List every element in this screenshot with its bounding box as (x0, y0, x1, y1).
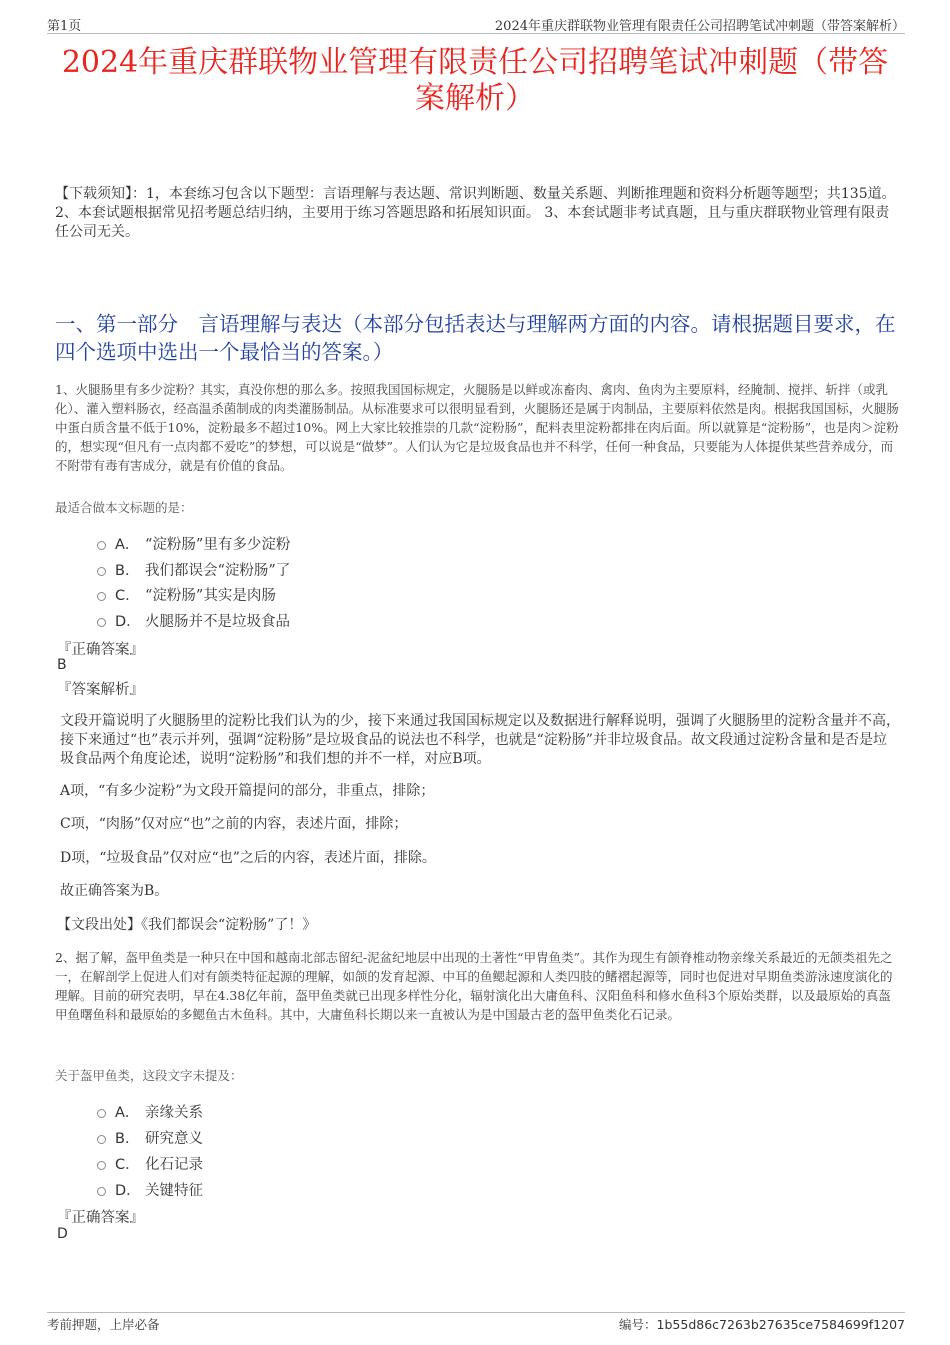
page-number: 第1页 (47, 19, 82, 34)
q1-analysis-a: A项，“有多少淀粉”为文段开篇提问的部分，非重点，排除； (60, 783, 435, 799)
radio-icon[interactable] (97, 541, 106, 550)
q1-analysis-conclusion: 故正确答案为B。 (60, 883, 169, 899)
header-doc-title: 2024年重庆群联物业管理有限责任公司招聘笔试冲刺题（带答案解析） (494, 19, 905, 34)
radio-icon[interactable] (97, 592, 106, 601)
q1-option-b[interactable]: B． 我们都误会“淀粉肠”了 (97, 559, 290, 580)
q1-analysis-d: D项，“垃圾食品”仅对应“也”之后的内容，表述片面，排除。 (60, 850, 436, 866)
page-title: 2024年重庆群联物业管理有限责任公司招聘笔试冲刺题（带答案解析） (61, 45, 889, 116)
question-1-prompt: 最适合做本文标题的是： (55, 500, 193, 515)
q1-analysis-label: 『答案解析』 (57, 682, 144, 698)
q2-answer: D (57, 1226, 68, 1242)
section-heading: 一、第一部分 言语理解与表达（本部分包括表达与理解两方面的内容。请根据题目要求，在四个选项中选出一个最恰当的答案。） (55, 312, 896, 364)
radio-icon[interactable] (97, 1187, 106, 1196)
q2-answer-label: 『正确答案』 (57, 1210, 144, 1226)
footer-slogan: 考前押题，上岸必备 (47, 1317, 160, 1332)
question-2-passage: 2、据了解，盔甲鱼类是一种只在中国和越南北部志留纪-泥盆纪地层中出现的土著性“甲胄鱼类”。其作为现生有颌脊椎动物亲缘关系最近的无颌类祖先之一，在解剖学上促进人们对有颌类特征起源的理解，如颌的发育起源、中耳的鱼鳃起源和人类四肢的鳍褶起源等，同时也促进对早期鱼类游泳速度演化的理解。目前的研究表明，早在4.38亿年前，盔甲鱼类就已出现多样性分化，辐射演化出大庸鱼科、汉阳鱼科和修水鱼科3个原始类群，以及最原始的真盔甲鱼曙鱼科和最原始的多鳃鱼古木鱼科。其中，大庸鱼科长期以来一直被认为是中国最古老的盔甲鱼类化石记录。 (55, 950, 893, 1022)
download-notice: 【下载须知】：1，本套练习包含以下题型：言语理解与表达题、常识判断题、数量关系题、判断推理题和资料分析题等题型；共135道。 2、本套试题根据常见招考题总结归纳，主要用于练习答题思路和拓展知识面。 3、本套试题非考试真题，且与重庆群联物业管理有限责任公司无关。 (55, 186, 896, 240)
footer-code: 编号：1b55d86c7263b27635ce7584699f1207 (619, 1317, 905, 1332)
page-footer (47, 1312, 905, 1333)
radio-icon[interactable] (97, 1109, 106, 1118)
page-header (47, 15, 905, 34)
q2-option-b[interactable]: B． 研究意义 (97, 1127, 203, 1148)
q1-analysis-main: 文段开篇说明了火腿肠里的淀粉比我们认为的少，接下来通过我国国标规定以及数据进行解释说明，强调了火腿肠里的淀粉含量并不高，接下来通过“也”表示并列，强调“淀粉肠”是垃圾食品的说法也不科学，也就是“淀粉肠”并非垃圾食品。故文段通过淀粉含量和是否是垃圾食品两个角度论述，说明“淀粉肠”和我们想的并不一样，对应B项。 (60, 713, 900, 767)
question-1-passage: 1、火腿肠里有多少淀粉？其实，真没你想的那么多。按照我国国标规定，火腿肠是以鲜或冻畜肉、禽肉、鱼肉为主要原料，经腌制、搅拌、斩拌（或乳化）、灌入塑料肠衣，经高温杀菌制成的肉类灌肠制品。从标准要求可以很明显看到，火腿肠还是属于肉制品，主要原料依然是肉。根据我国国标，火腿肠中蛋白质含量不低于10%，淀粉最多不超过10%。网上大家比较推崇的几款“淀粉肠”，配料表里淀粉都排在肉后面。所以就算是“淀粉肠”，也是肉＞淀粉的，想实现“但凡有一点肉都不爱吃”的梦想，可以说是“做梦”。人们认为它是垃圾食品也并不科学，任何一种食品，只要能为人体提供某些营养成分，而不附带有毒有害成分，就是有价值的食品。 (55, 382, 899, 473)
radio-icon[interactable] (97, 567, 106, 576)
q2-option-a[interactable]: A． 亲缘关系 (97, 1101, 203, 1122)
q1-option-a[interactable]: A． “淀粉肠”里有多少淀粉 (97, 533, 290, 554)
q1-answer: B (57, 657, 67, 673)
q1-source: 【文段出处】《我们都误会“淀粉肠”了！》 (57, 917, 317, 933)
q2-option-c[interactable]: C． 化石记录 (97, 1153, 203, 1174)
q1-option-c[interactable]: C． “淀粉肠”其实是肉肠 (97, 584, 276, 605)
radio-icon[interactable] (97, 1135, 106, 1144)
radio-icon[interactable] (97, 618, 106, 627)
q1-option-d[interactable]: D． 火腿肠并不是垃圾食品 (97, 610, 290, 631)
q1-analysis-c: C项，“肉肠”仅对应“也”之前的内容，表述片面，排除； (60, 816, 408, 832)
q2-option-d[interactable]: D． 关键特征 (97, 1179, 203, 1200)
q1-answer-label: 『正确答案』 (57, 642, 144, 658)
question-2-prompt: 关于盔甲鱼类，这段文字未提及： (55, 1068, 243, 1083)
radio-icon[interactable] (97, 1161, 106, 1170)
